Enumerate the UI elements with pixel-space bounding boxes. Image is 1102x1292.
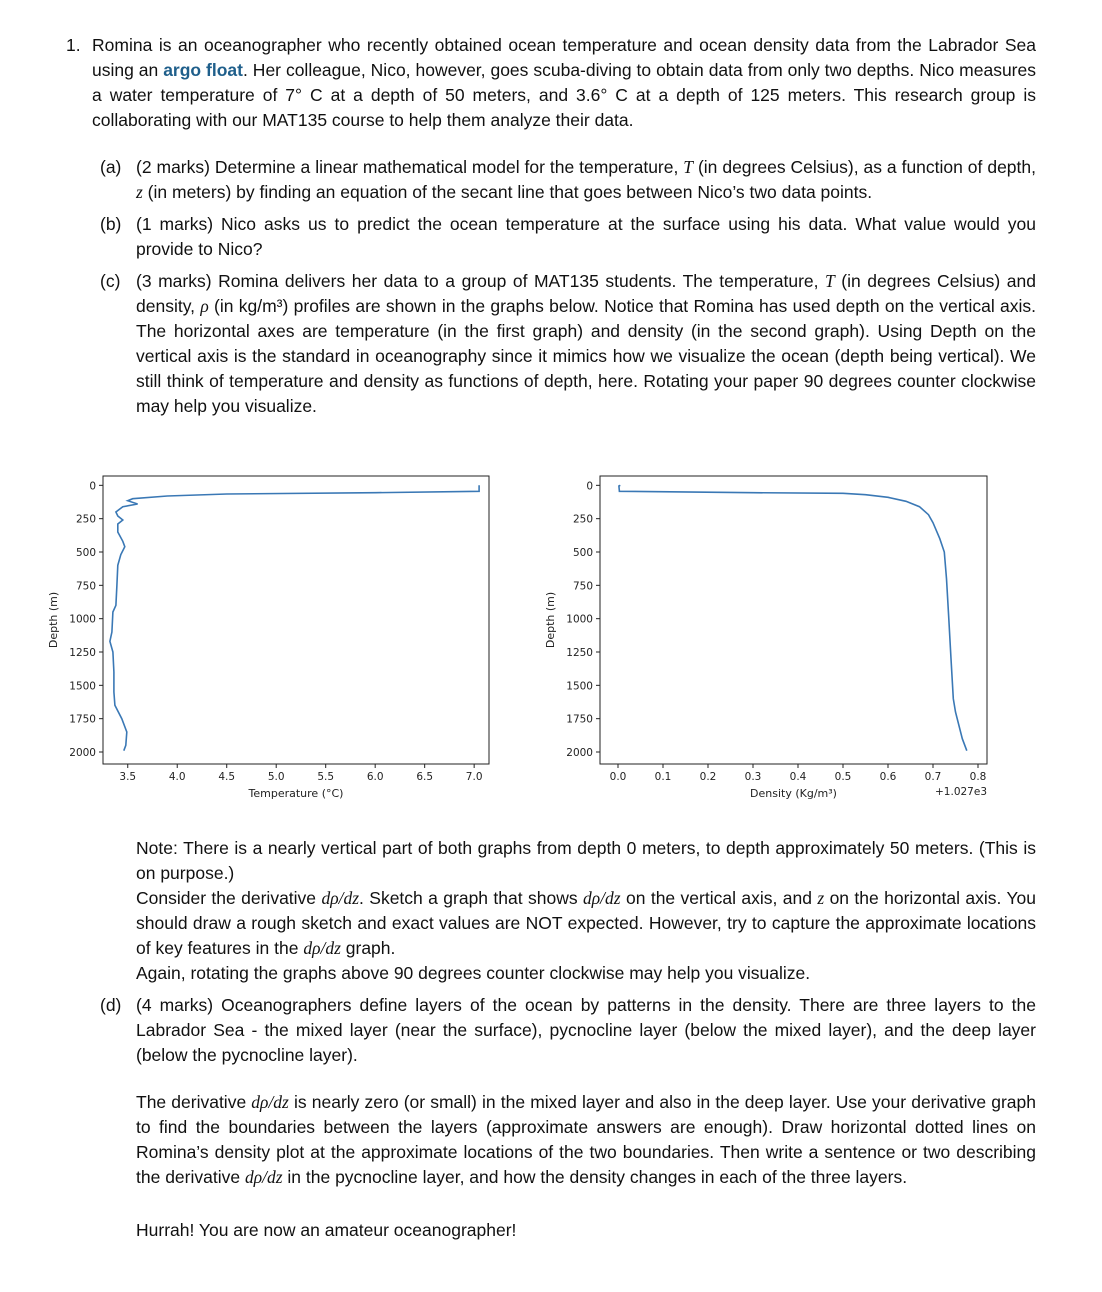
part-d-derivative-text bbox=[136, 1090, 1036, 1190]
math-symbol: T bbox=[825, 271, 835, 291]
y-tick-label: 1000 bbox=[566, 613, 593, 626]
text-run: is nearly zero (or small) in the mixed layer and also in the deep layer. Use your derivative graph to find the boundaries between the layers (approximate answers are enough). Draw horizontal dotted lines on Romina’s density plot at the approximate locations of the two boundaries. Then write a sentence or two describing the derivative bbox=[136, 1092, 1036, 1187]
text-run: on the vertical axis, and bbox=[620, 888, 818, 908]
part-b-text bbox=[136, 212, 1036, 262]
text-run: The derivative bbox=[136, 1092, 252, 1112]
math-symbol: dρ/dz bbox=[583, 888, 621, 908]
question-number: 1. bbox=[66, 35, 81, 55]
x-tick-label: 5.5 bbox=[317, 771, 335, 783]
y-tick-label: 2000 bbox=[566, 747, 593, 759]
text-run: (2 marks) Determine a linear mathematical model for the temperature, bbox=[136, 157, 684, 177]
y-tick-label: 1250 bbox=[566, 647, 593, 659]
y-tick-label: 500 bbox=[572, 547, 593, 559]
math-symbol: dρ/dz bbox=[251, 1092, 289, 1112]
text-run: (in degrees Celsius) and density, bbox=[136, 271, 1036, 316]
x-tick-label: 0.1 bbox=[654, 771, 672, 783]
y-tick-label: 750 bbox=[75, 580, 96, 593]
question-intro bbox=[92, 33, 1036, 133]
y-axis-label: Depth (m) bbox=[544, 591, 557, 649]
x-tick-label: 0.0 bbox=[609, 771, 627, 783]
text-run: Note: There is a nearly vertical part of both graphs from depth 0 meters, to depth approximately 50 meters. (This is on purpose.) bbox=[136, 838, 1036, 883]
y-tick-label: 1500 bbox=[69, 680, 96, 693]
text-run: (in meters) by finding an equation of the secant line that goes between Nico’s two data points. bbox=[142, 182, 873, 202]
again-text bbox=[136, 961, 1036, 986]
text-run: graph. bbox=[340, 938, 396, 958]
part-a bbox=[100, 155, 1036, 205]
x-axis-label: Temperature (°C) bbox=[248, 787, 344, 800]
part-c-label: (c) bbox=[100, 271, 121, 291]
y-tick-label: 250 bbox=[75, 513, 96, 526]
x-tick-label: 0.3 bbox=[744, 771, 762, 783]
part-b-label: (b) bbox=[100, 214, 122, 234]
question-parts-d bbox=[100, 993, 1036, 1068]
charts-area bbox=[47, 426, 1036, 836]
y-tick-label: 1250 bbox=[69, 647, 96, 659]
x-tick-label: 4.5 bbox=[218, 771, 236, 783]
x-tick-label: 5.0 bbox=[267, 771, 285, 783]
charts bbox=[0, 426, 1102, 836]
x-tick-label: 0.6 bbox=[879, 771, 897, 783]
text-run: on the horizontal axis. You should draw a rough sketch and exact values are NOT expected. However, try to capture the approximate locations of key features in the bbox=[136, 888, 1036, 958]
part-a-text bbox=[136, 155, 1036, 205]
note-text bbox=[136, 836, 1036, 886]
text-run: . Sketch a graph that shows bbox=[359, 888, 584, 908]
question-parts bbox=[100, 155, 1036, 419]
x-tick-label: 4.0 bbox=[168, 771, 186, 783]
y-tick-label: 1000 bbox=[69, 613, 96, 626]
closing-text bbox=[136, 1218, 1036, 1243]
math-symbol: z bbox=[136, 182, 143, 202]
y-tick-label: 1750 bbox=[69, 713, 96, 726]
text-run: . Her colleague, Nico, however, goes scuba-diving to obtain data from only two depths. Nico measures a water temperature of 7° C at a depth of 50 meters, and 3.6° C at a depth of 125 meters. This research group is collaborating with our MAT135 course to help them analyze their data. bbox=[92, 60, 1036, 130]
part-d bbox=[100, 993, 1036, 1068]
plot-frame bbox=[600, 476, 987, 764]
y-tick-label: 2000 bbox=[69, 747, 96, 759]
consider-text bbox=[136, 886, 1036, 961]
math-symbol: ρ bbox=[200, 296, 209, 316]
x-tick-label: 6.0 bbox=[366, 771, 384, 783]
math-symbol: z bbox=[817, 888, 825, 908]
part-d-label: (d) bbox=[100, 995, 122, 1015]
text-run: (1 marks) Nico asks us to predict the ocean temperature at the surface using his data. What value would you provide to Nico? bbox=[136, 214, 1036, 259]
text-run: (in degrees Celsius), as a function of depth, bbox=[693, 157, 1036, 177]
text-run: Again, rotating the graphs above 90 degrees counter clockwise may help you visualize. bbox=[136, 963, 811, 983]
text-run: (in kg/m³) profiles are shown in the graphs below. Notice that Romina has used depth on the vertical axis. The horizontal axes are temperature (in the first graph) and density (in the second graph). Using Depth on the vertical axis is the standard in oceanography since it mimics how we visualize the ocean (depth being vertical). We still think of temperature and density as functions of depth, here. Rotating your paper 90 degrees counter clockwise may help you visualize. bbox=[136, 296, 1037, 416]
x-tick-label: 0.5 bbox=[834, 771, 852, 783]
y-tick-label: 750 bbox=[572, 580, 593, 593]
y-tick-label: 500 bbox=[75, 547, 96, 559]
y-tick-label: 1750 bbox=[566, 713, 593, 726]
text-run: in the pycnocline layer, and how the density changes in each of the three layers. bbox=[282, 1167, 908, 1187]
y-tick-label: 0 bbox=[89, 480, 96, 493]
math-symbol: dρ/dz bbox=[321, 888, 360, 908]
part-c-text bbox=[136, 269, 1036, 419]
math-symbol: T bbox=[683, 157, 694, 177]
part-b bbox=[100, 212, 1036, 262]
question-1 bbox=[66, 33, 1036, 133]
axis-offset-label: +1.027e3 bbox=[935, 786, 987, 798]
text-run: Romina is an oceanographer who recently obtained ocean temperature and ocean density data from the Labrador Sea using an bbox=[92, 35, 1036, 80]
math-symbol: dρ/dz bbox=[244, 1167, 283, 1187]
y-tick-label: 250 bbox=[572, 513, 593, 526]
y-tick-label: 1500 bbox=[566, 680, 593, 693]
x-tick-label: 0.2 bbox=[699, 771, 717, 783]
part-c bbox=[100, 269, 1036, 419]
text-run: (4 marks) Oceanographers define layers of the ocean by patterns in the density. There are three layers to the Labrador Sea - the mixed layer (near the surface), pycnocline layer (below the mixed layer), and the deep layer (below the pycnocline layer). bbox=[136, 995, 1036, 1065]
y-axis-label: Depth (m) bbox=[47, 591, 60, 649]
x-tick-label: 7.0 bbox=[465, 771, 483, 783]
plot-frame bbox=[103, 476, 489, 764]
text-run: (3 marks) Romina delivers her data to a group of MAT135 students. The temperature, bbox=[136, 271, 826, 291]
x-tick-label: 0.7 bbox=[924, 771, 942, 783]
y-tick-label: 0 bbox=[586, 480, 593, 493]
text-run: Hurrah! You are now an amateur oceanographer! bbox=[136, 1220, 517, 1240]
part-a-label: (a) bbox=[100, 157, 122, 177]
x-tick-label: 0.4 bbox=[789, 771, 807, 783]
math-symbol: dρ/dz bbox=[303, 938, 341, 958]
x-tick-label: 3.5 bbox=[119, 771, 137, 783]
argo-float-link[interactable]: argo float bbox=[163, 60, 243, 80]
text-run: Consider the derivative bbox=[136, 888, 322, 908]
x-axis-label: Density (Kg/m³) bbox=[750, 787, 837, 800]
x-tick-label: 6.5 bbox=[416, 771, 434, 783]
part-d-text bbox=[136, 993, 1036, 1068]
x-tick-label: 0.8 bbox=[969, 771, 987, 783]
